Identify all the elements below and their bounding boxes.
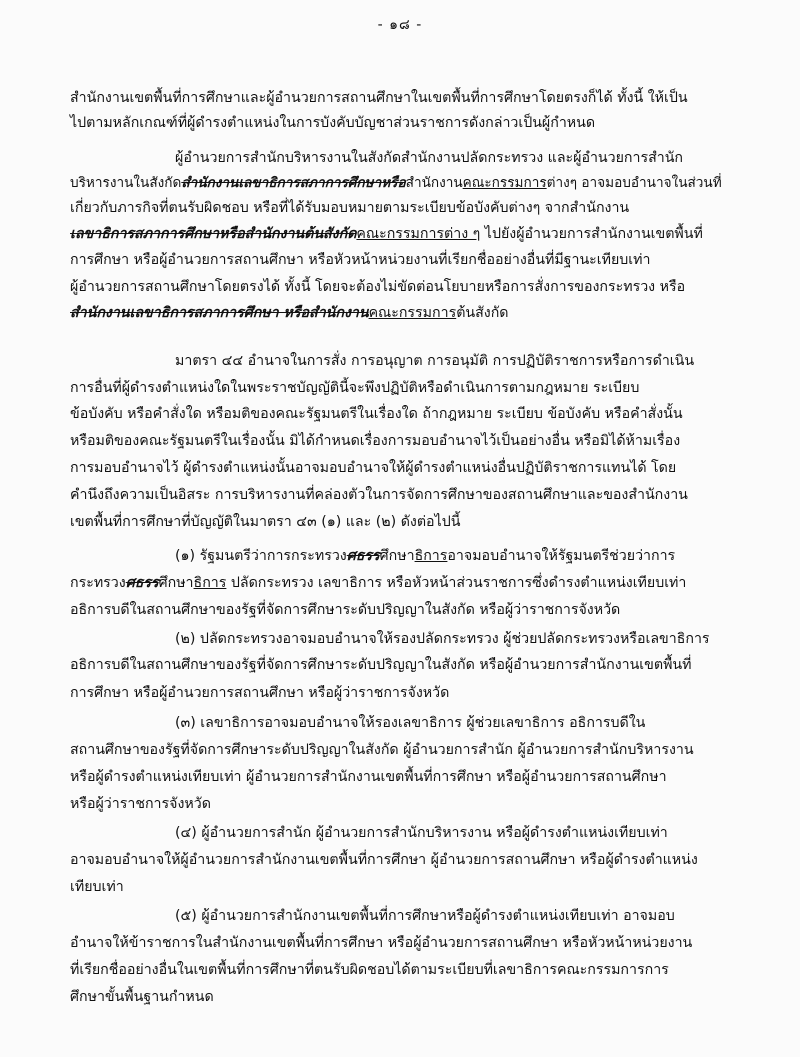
page-number: - ๑๘ -	[377, 17, 423, 33]
item-5-line: (๕) ผู้อำนวยการสำนักงานเขตพื้นที่การศึกษาหรือผู้ดำรงตำแหน่งเทียบเท่า อาจมอบ	[175, 908, 675, 924]
text-run: ไปยังผู้อำนวยการสำนักงานเขตพื้นที่	[480, 226, 703, 242]
underlined-text: ธิการ	[414, 548, 448, 564]
section-44-line: คำนึงถึงความเป็นอิสระ การบริหารงานที่คล่องตัวในการจัดการศึกษาของสถานศึกษาและของสำนักงาน	[70, 487, 688, 503]
text-run: ปลัดกระทรวง เลขาธิการ หรือหัวหน้าส่วนราชการซึ่งดำรงตำแหน่งเทียบเท่า	[226, 575, 687, 591]
underlined-text: คณะกรรมการต่าง ๆ	[356, 226, 481, 242]
item-3-line: หรือผู้ว่าราชการจังหวัด	[70, 796, 211, 812]
item-1-line: อธิการบดีในสถานศึกษาของรัฐที่จัดการศึกษาระดับปริญญาในสังกัด หรือผู้ว่าราชการจังหวัด	[70, 602, 621, 618]
item-5-line: ศึกษาขั้นพื้นฐานกำหนด	[70, 989, 214, 1005]
item-2-line: (๒) ปลัดกระทรวงอาจมอบอำนาจให้รองปลัดกระทรวง ผู้ช่วยปลัดกระทรวงหรือเลขาธิการ	[175, 631, 710, 647]
item-5-line: อำนาจให้ข้าราชการในสำนักงานเขตพื้นที่การศึกษา หรือผู้อำนวยการสถานศึกษา หรือหัวหน้าหน่วยงาน	[70, 935, 693, 951]
paragraph-1-line: สำนักงานเขตพื้นที่การศึกษาและผู้อำนวยการสถานศึกษาในเขตพื้นที่การศึกษาโดยตรงก็ได้ ทั้งนี้ ให้เป็น	[70, 90, 688, 106]
paragraph-2-line	[70, 303, 509, 323]
text-run: สำนักงาน	[405, 175, 463, 191]
underlined-text: คณะกรรมการ	[462, 175, 547, 191]
paragraph-2-line: เกี่ยวกับภารกิจที่ตนรับผิดชอบ หรือที่ได้รับมอบหมายตามระเบียบข้อบังคับต่างๆ จากสำนักงาน	[70, 200, 630, 216]
item-1-line	[175, 546, 675, 566]
paragraph-2-line	[70, 173, 722, 193]
struck-text: สำนักงานเลขาธิการสภาการศึกษาหรือ	[181, 175, 406, 191]
item-4-line: (๔) ผู้อำนวยการสำนัก ผู้อำนวยการสำนักบริหารงาน หรือผู้ดำรงตำแหน่งเทียบเท่า	[175, 825, 668, 841]
section-44-line: การมอบอำนาจไว้ ผู้ดำรงตำแหน่งนั้นอาจมอบอำนาจให้ผู้ดำรงตำแหน่งอื่นปฏิบัติราชการแทนได้ โดย	[70, 460, 677, 476]
section-44-line: หรือมติของคณะรัฐมนตรีในเรื่องนั้น มิได้กำหนดเรื่องการมอบอำนาจไว้เป็นอย่างอื่น หรือมิได้ห้ามเรื่อง	[70, 433, 681, 449]
section-44-line: ข้อบังคับ หรือคำสั่งใด หรือมติของคณะรัฐมนตรีในเรื่องใด ถ้ากฎหมาย ระเบียบ ข้อบังคับ หรือคำสั่งนั้น	[70, 406, 683, 422]
underlined-text: ธิการ	[193, 575, 227, 591]
text-run: ศึกษา	[379, 548, 415, 564]
item-1-line	[70, 573, 686, 593]
item-4-line: อาจมอบอำนาจให้ผู้อำนวยการสำนักงานเขตพื้นที่การศึกษา ผู้อำนวยการสถานศึกษา หรือผู้ดำรงตำแหน่ง	[70, 852, 698, 868]
text-run: ต่างๆ อาจมอบอำนาจในส่วนที่	[546, 175, 722, 191]
item-3-line: สถานศึกษาของรัฐที่จัดการศึกษาระดับปริญญาในสังกัด ผู้อำนวยการสำนัก ผู้อำนวยการสำนักบริหารงาน	[70, 742, 694, 758]
text-run: ศึกษา	[158, 575, 194, 591]
text-run: กระทรวง	[70, 575, 126, 591]
item-5-line: ที่เรียกชื่ออย่างอื่นในเขตพื้นที่การศึกษาที่ตนรับผิดชอบได้ตามระเบียบที่เลขาธิการคณะกรรมการการ	[70, 962, 669, 978]
section-44-line: การอื่นที่ผู้ดำรงตำแหน่งใดในพระราชบัญญัตินี้จะพึงปฏิบัติหรือดำเนินการตามกฎหมาย ระเบียบ	[70, 380, 640, 396]
item-2-line: การศึกษา หรือผู้อำนวยการสถานศึกษา หรือผู้ว่าราชการจังหวัด	[70, 685, 450, 701]
paragraph-2-line: การศึกษา หรือผู้อำนวยการสถานศึกษา หรือหัวหน้าหน่วยงานที่เรียกชื่ออย่างอื่นที่มีฐานะเทียบเท่า	[70, 252, 651, 268]
struck-text: เลขาธิการสภาการศึกษาหรือสำนักงานต้นสังกัด	[70, 226, 357, 242]
item-3-line: หรือผู้ดำรงตำแหน่งเทียบเท่า ผู้อำนวยการสำนักงานเขตพื้นที่การศึกษา หรือผู้อำนวยการสถานศึกษา	[70, 769, 667, 785]
struck-text: ศธรร	[346, 548, 380, 564]
section-44-line: มาตรา ๔๔ อำนาจในการสั่ง การอนุญาต การอนุมัติ การปฏิบัติราชการหรือการดำเนิน	[175, 353, 695, 369]
item-4-line: เทียบเท่า	[70, 879, 124, 895]
text-run: บริหารงานในสังกัด	[70, 175, 182, 191]
text-run: (๑) รัฐมนตรีว่าการกระทรวง	[175, 548, 347, 564]
struck-text: ศธรร	[125, 575, 159, 591]
item-3-line: (๓) เลขาธิการอาจมอบอำนาจให้รองเลขาธิการ ผู้ช่วยเลขาธิการ อธิการบดีใน	[175, 715, 646, 731]
paragraph-2-line: ผู้อำนวยการสถานศึกษาโดยตรงได้ ทั้งนี้ โดยจะต้องไม่ขัดต่อนโยบายหรือการสั่งการของกระทรวง หรือ	[70, 279, 686, 295]
item-2-line: อธิการบดีในสถานศึกษาของรัฐที่จัดการศึกษาระดับปริญญาในสังกัด หรือผู้อำนวยการสำนักงานเขตพื้นที่	[70, 657, 692, 673]
paragraph-2-line: ผู้อำนวยการสำนักบริหารงานในสังกัดสำนักงานปลัดกระทรวง และผู้อำนวยการสำนัก	[175, 150, 683, 166]
underlined-text: คณะกรรมการ	[368, 305, 457, 321]
section-44-line: เขตพื้นที่การศึกษาที่บัญญัติในมาตรา ๔๓ (๑) และ (๒) ดังต่อไปนี้	[70, 514, 461, 530]
text-run: ต้นสังกัด	[456, 305, 509, 321]
text-run: อาจมอบอำนาจให้รัฐมนตรีช่วยว่าการ	[447, 548, 676, 564]
paragraph-2-line	[70, 224, 703, 244]
struck-text: สำนักงานเลขาธิการสภาการศึกษา หรือสำนักงาน	[70, 305, 369, 321]
paragraph-1-line: ไปตามหลักเกณฑ์ที่ผู้ดำรงตำแหน่งในการบังคับบัญชาส่วนราชการดังกล่าวเป็นผู้กำหนด	[70, 115, 596, 131]
